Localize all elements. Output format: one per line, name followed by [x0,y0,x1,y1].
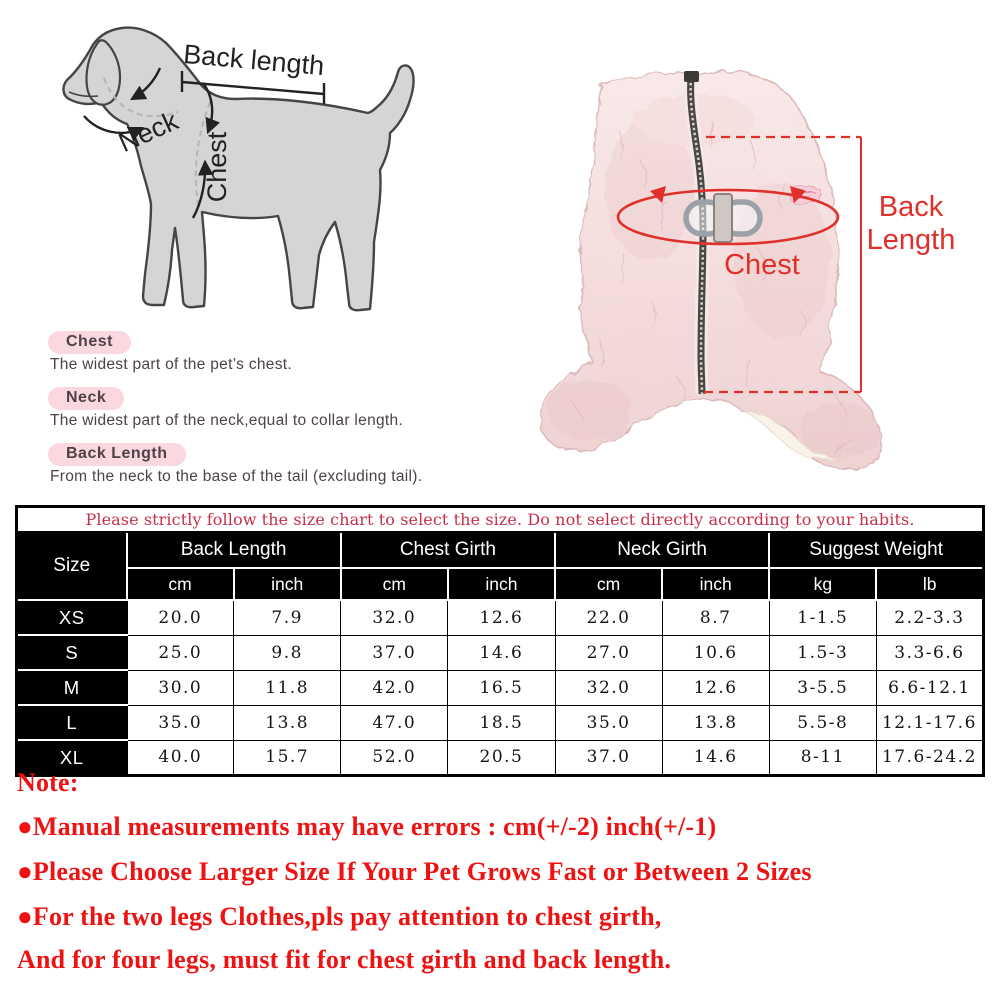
garment-measurement-diagram [500,60,990,500]
value-cell: 8-11 [769,740,876,776]
value-cell: 16.5 [448,670,555,705]
unit-header: kg [769,568,876,600]
value-cell: 2.2-3.3 [876,600,983,635]
definition-desc-chest: The widest part of the pet’s chest. [50,356,292,373]
group-header-chest-girth: Chest Girth [341,532,555,568]
zipper-stop [684,71,699,82]
value-cell: 14.6 [662,740,769,776]
value-cell: 40.0 [127,740,234,776]
unit-header: cm [127,568,234,600]
value-cell: 13.8 [234,705,341,740]
table-row-s [17,635,984,670]
value-cell: 32.0 [555,670,662,705]
value-cell: 20.5 [448,740,555,776]
unit-header: inch [448,568,555,600]
value-cell: 22.0 [555,600,662,635]
size-chart-header-group [17,507,984,776]
value-cell: 37.0 [341,635,448,670]
definition-desc-back-length: From the neck to the base of the tail (excluding tail). [50,468,423,485]
value-cell: 1-1.5 [769,600,876,635]
value-cell: 42.0 [341,670,448,705]
value-cell: 20.0 [127,600,234,635]
garment-back-length-label-line2: Length [866,224,956,256]
unit-header: cm [341,568,448,600]
size-chart-caption: Please strictly follow the size chart to select the size. Do not select directly according to your habits. [17,507,984,533]
note-line-two-legs: ●For the two legs Clothes,pls pay attention to chest girth, [17,902,662,931]
value-cell: 37.0 [555,740,662,776]
value-cell: 11.8 [234,670,341,705]
value-cell: 12.1-17.6 [876,705,983,740]
definition-term-chest: Chest [48,331,131,354]
value-cell: 27.0 [555,635,662,670]
size-cell: S [17,635,127,670]
size-cell: L [17,705,127,740]
value-cell: 10.6 [662,635,769,670]
value-cell: 17.6-24.2 [876,740,983,776]
unit-header: inch [662,568,769,600]
value-cell: 32.0 [341,600,448,635]
note-title: Note: [17,768,79,797]
value-cell: 18.5 [448,705,555,740]
value-cell: 3.3-6.6 [876,635,983,670]
dog-neck-label: Neck [114,105,183,158]
value-cell: 6.6-12.1 [876,670,983,705]
table-row-l [17,705,984,740]
value-cell: 7.9 [234,600,341,635]
zipper-slider [714,194,732,242]
garment-chest-label: Chest [724,249,800,281]
garment-back-length-label-line1: Back [878,191,944,223]
definition-term-back-length: Back Length [48,443,186,466]
dog-measurement-diagram [40,12,420,324]
size-cell: XL [17,740,127,776]
unit-header: inch [234,568,341,600]
value-cell: 9.8 [234,635,341,670]
definition-term-neck: Neck [48,387,124,410]
value-cell: 52.0 [341,740,448,776]
value-cell: 47.0 [341,705,448,740]
value-cell: 15.7 [234,740,341,776]
value-cell: 3-5.5 [769,670,876,705]
value-cell: 5.5-8 [769,705,876,740]
value-cell: 13.8 [662,705,769,740]
value-cell: 25.0 [127,635,234,670]
value-cell: 1.5-3 [769,635,876,670]
plush-vest [541,72,881,470]
dog-back-length-label: Back length [182,38,326,82]
definition-desc-neck: The widest part of the neck,equal to collar length. [50,412,404,429]
value-cell: 30.0 [127,670,234,705]
value-cell: 8.7 [662,600,769,635]
table-row-m [17,670,984,705]
size-cell: XS [17,600,127,635]
value-cell: 14.6 [448,635,555,670]
note-line-measure-error: ●Manual measurements may have errors : cm(+/-2) inch(+/-1) [17,812,717,841]
unit-header: lb [876,568,983,600]
size-chart-table [15,505,985,777]
group-header-back-length: Back Length [127,532,341,568]
group-header-suggest-weight: Suggest Weight [769,532,983,568]
value-cell: 12.6 [662,670,769,705]
size-cell: M [17,670,127,705]
note-line-choose-larger: ●Please Choose Larger Size If Your Pet Grows Fast or Between 2 Sizes [17,857,812,886]
value-cell: 35.0 [127,705,234,740]
zipper-d-rings [686,194,760,242]
unit-header: cm [555,568,662,600]
group-header-neck-girth: Neck Girth [555,532,769,568]
dog-chest-label: Chest [202,131,232,203]
size-column-header: Size [17,532,127,600]
value-cell: 12.6 [448,600,555,635]
table-row-xl [17,740,984,776]
note-line-four-legs: And for four legs, must fit for chest girth and back length. [17,945,672,974]
table-row-xs [17,600,984,635]
value-cell: 35.0 [555,705,662,740]
